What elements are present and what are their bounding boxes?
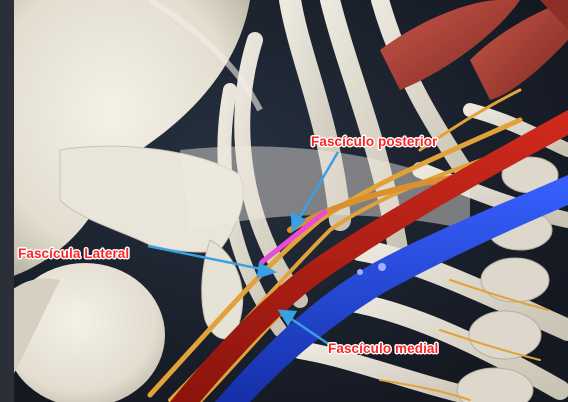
label-lateral-cord: Fascícula Lateral xyxy=(18,246,130,261)
label-posterior-cord: Fascículo posterior xyxy=(311,134,438,149)
vein-tributary xyxy=(357,269,363,275)
viewer-edge-strip xyxy=(0,0,14,402)
vein-tributary xyxy=(378,263,386,271)
label-medial-cord: Fascículo medial xyxy=(328,341,439,356)
muscle xyxy=(380,0,568,100)
humerus-head xyxy=(0,263,165,402)
